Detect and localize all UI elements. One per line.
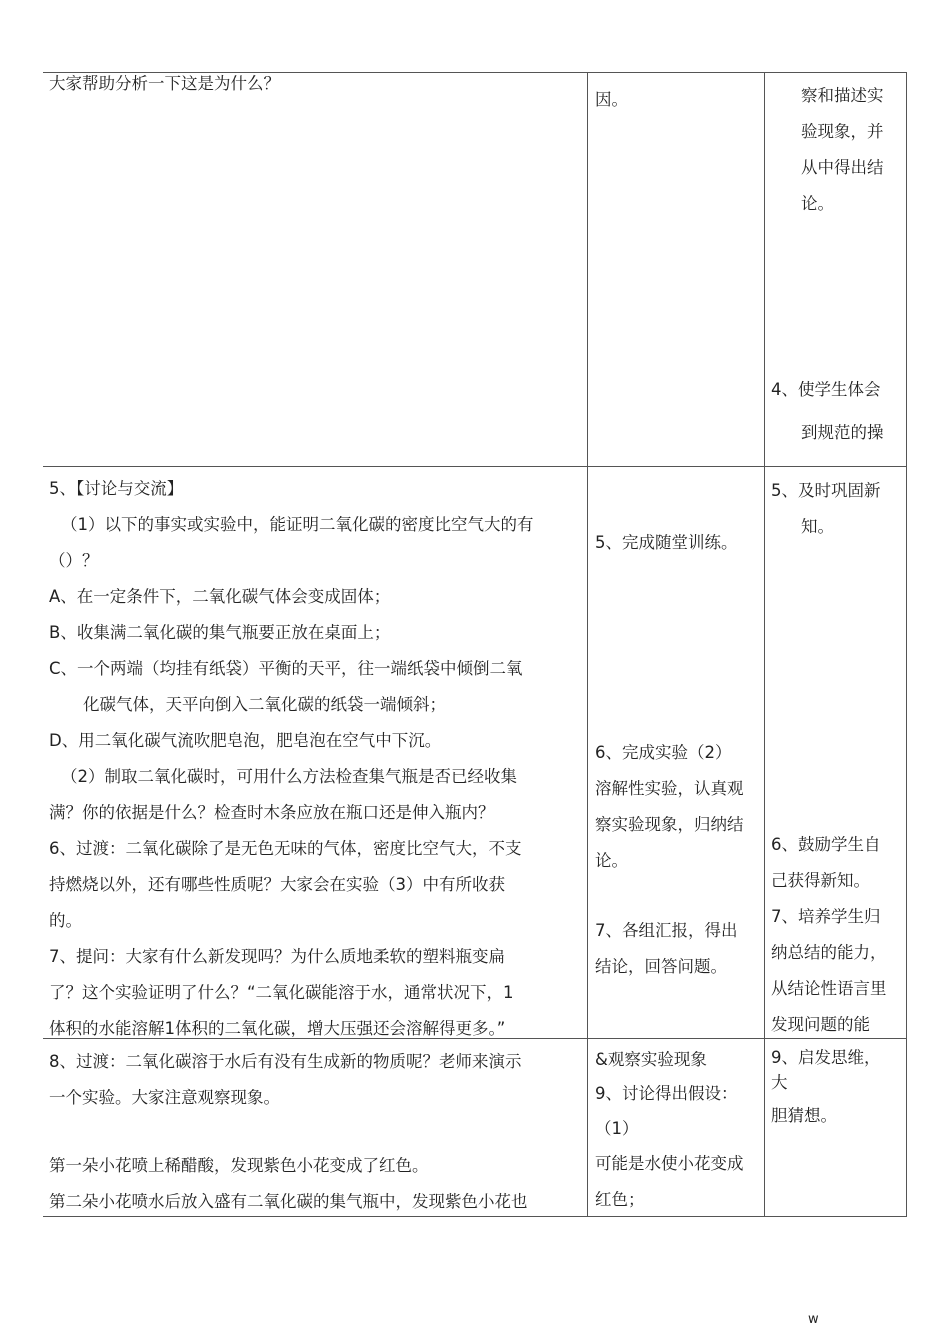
row2-right-line: 7、培养学生归 [771,907,881,926]
row2-left-line: （2）制取二氧化碳时，可用什么方法检查集气瓶是否已经收集 [61,767,517,786]
row2-left-line: 满？你的依据是什么？检查时木条应放在瓶口还是伸入瓶内？ [49,803,495,822]
row2-right-line: 5、及时巩固新 [771,481,881,500]
row3-purpose-cell [771,1044,905,1216]
row1-right-line: 4、使学生体会 [771,380,881,399]
row2-mid-line: 察实验现象，归纳结 [595,815,744,834]
row3-right-line: 9、启发思维， [771,1048,881,1067]
row1-student-cell [595,82,761,462]
row2-left-line: D、用二氧化碳气流吹肥皂泡，肥皂泡在空气中下沉。 [49,731,442,750]
row-divider-2 [43,1038,907,1039]
row1-right-line: 察和描述实 [801,86,884,105]
row3-mid-line: （1） [595,1119,639,1138]
row3-mid-line: &观察实验现象 [595,1050,707,1069]
row2-left-line: A、在一定条件下，二氧化碳气体会变成固体； [49,587,391,606]
row2-mid-line: 结论，回答问题。 [595,957,727,976]
row3-left-line: 8、过渡：二氧化碳溶于水后有没有生成新的物质呢？老师来演示 [49,1052,522,1071]
row3-mid-line: 9、讨论得出假设： [595,1084,738,1103]
table-border-bottom [43,1216,907,1217]
row2-mid-line: 7、各组汇报，得出 [595,921,738,940]
row2-left-line: 5、【讨论与交流】 [49,479,184,498]
column-divider-1 [587,72,588,1216]
row2-left-line: 6、过渡：二氧化碳除了是无色无味的气体，密度比空气大，不支 [49,839,522,858]
row2-purpose-cell [771,473,905,1037]
row2-student-cell [595,467,763,1037]
row2-left-line: 7、提问：大家有什么新发现吗？为什么质地柔软的塑料瓶变扁 [49,947,505,966]
column-divider-2 [764,72,765,1216]
row3-left-line: 第二朵小花喷水后放入盛有二氧化碳的集气瓶中，发现紫色小花也 [49,1192,528,1211]
row2-left-line: 的。 [49,911,82,930]
row-divider-1 [43,466,907,467]
row3-left-line: 第一朵小花喷上稀醋酸，发现紫色小花变成了红色。 [49,1156,429,1175]
row1-teacher-cell [49,66,581,464]
row2-left-line: 体积的水能溶解1体积的二氧化碳，增大压强还会溶解得更多。” [49,1019,506,1037]
row3-teacher-cell [49,1044,585,1216]
row2-right-line: 发现问题的能 [771,1015,870,1034]
row2-right-line: 己获得新知。 [771,871,870,890]
row2-left-line: 持燃烧以外，还有哪些性质呢？大家会在实验（3）中有所收获 [49,875,505,894]
row2-left-line: B、收集满二氧化碳的集气瓶要正放在桌面上； [49,623,391,642]
row2-right-line: 6、鼓励学生自 [771,835,881,854]
row2-mid-line: 6、完成实验（2） [595,743,732,762]
row2-left-line: 化碳气体，天平向倒入二氧化碳的纸袋一端倾斜； [83,695,446,714]
row2-right-line: 纳总结的能力， [771,943,887,962]
row3-left-line: 一个实验。大家注意观察现象。 [49,1088,280,1107]
row2-right-line: 知。 [801,517,834,536]
row1-right-line: 验现象，并 [801,122,884,141]
lesson-plan-table [43,72,907,1216]
row3-right-line: 胆猜想。 [771,1106,837,1125]
table-border-right [906,72,907,1216]
row1-purpose-cell [771,78,905,466]
row2-mid-line: 论。 [595,851,628,870]
row1-right-line: 从中得出结 [801,158,884,177]
row1-right-line [771,458,905,466]
row1-left-line: 大家帮助分析一下这是为什么？ [49,74,280,93]
row2-mid-line: 溶解性实验，认真观 [595,779,744,798]
row2-left-line: C、一个两端（均挂有纸袋）平衡的天平，往一端纸袋中倾倒二氧 [49,659,523,678]
row3-student-cell [595,1044,763,1216]
row1-right-line: 到规范的操 [801,423,884,442]
row2-mid-line: 5、完成随堂训练。 [595,533,738,552]
row2-left-line: （1）以下的事实或实验中，能证明二氧化碳的密度比空气大的有 [61,515,534,534]
row1-mid-line: 因。 [595,90,628,109]
row2-teacher-cell [49,471,585,1037]
page-footer-mark: w [808,1312,819,1327]
row3-right-line: 大 [771,1073,788,1092]
row1-right-line: 论。 [801,194,834,213]
row2-left-line: 了？这个实验证明了什么？“二氧化碳能溶于水，通常状况下，1 [49,983,514,1002]
row3-mid-line: 可能是水使小花变成 [595,1154,744,1173]
row3-mid-line: 红色； [595,1190,645,1209]
row2-right-line: 从结论性语言里 [771,979,887,998]
row2-left-line: （）？ [49,551,99,570]
